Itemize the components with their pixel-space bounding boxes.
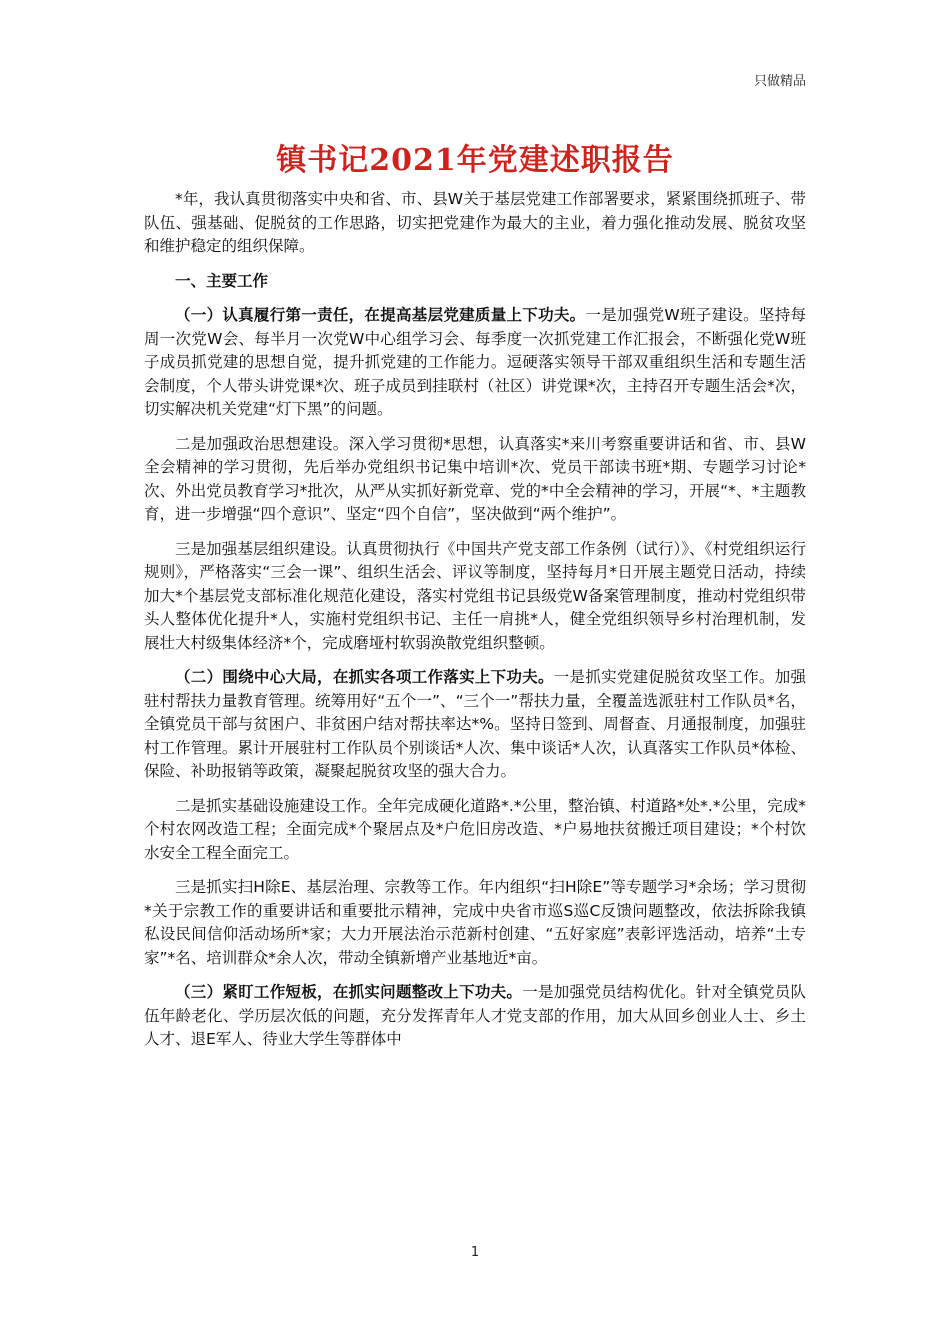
subsection-3-text-1: 一是加强党员结构优化。针对全镇党员队伍年龄老化、学历层次低的问题，充分发挥青年人才党支部的作用，加大从回乡创业人士、乡土人才、退E军人、待业大学生等群体中 (144, 983, 806, 1048)
subsection-1-text-1: 一是加强党W班子建设。坚持每周一次党W会、每半月一次党W中心组学习会、每季度一次抓党建工作汇报会，不断强化党W班子成员抓党建的思想自觉，提升抓党建的工作能力。逗硬落实领导干部双重组织生活和专题生活会制度，个人带头讲党课*次、班子成员到挂联村（社区）讲党课*次，主持召开专题生活会*次，切实解决机关党建“灯下黑”的问题。 (144, 306, 806, 418)
document-title: 镇书记2021年党建述职报告 (276, 143, 674, 178)
subsection-3-heading: （三）紧盯工作短板，在抓实问题整改上下功夫。 (175, 983, 523, 1001)
document-body (144, 188, 806, 1063)
subsection-2-text-1: 一是抓实党建促脱贫攻坚工作。加强驻村帮扶力量教育管理。统筹用好“五个一”、“三个一”帮扶力量，全覆盖选派驻村工作队员*名，全镇党员干部与贫困户、非贫困户结对帮扶率达*%。坚持日签到、周督查、月通报制度，加强驻村工作管理。累计开展驻村工作队员个别谈话*人次、集中谈话*人次，认真落实工作队员*体检、保险、补助报销等政策，凝聚起脱贫攻坚的强大合力。 (144, 668, 806, 780)
subsection-2-paragraph-2: 二是抓实基础设施建设工作。全年完成硬化道路*.*公里，整治镇、村道路*处*.*公里，完成*个村农网改造工程；全面完成*个聚居点及*户危旧房改造、*户易地扶贫搬迁项目建设；*个村饮水安全工程全面完工。 (144, 796, 806, 862)
subsection-1-paragraph-1 (144, 304, 806, 422)
page-number: 1 (470, 1245, 480, 1260)
subsection-1-paragraph-3: 三是加强基层组织建设。认真贯彻执行《中国共产党支部工作条例（试行）》、《村党组织运行规则》，严格落实“三会一课”、组织生活会、评议等制度，坚持每月*日开展主题党日活动，持续加大*个基层党支部标准化规范化建设，落实村党组书记县级党W备案管理制度，推动村党组织带头人整体优化提升*人，实施村党组织书记、主任一肩挑*人，健全党组织领导乡村治理机制，发展壮大村级集体经济*个，完成磨垭村软弱涣散党组织整顿。 (144, 539, 806, 652)
subsection-3-paragraph-1 (144, 981, 806, 1052)
section-heading-main-work: 一、主要工作 (175, 271, 269, 290)
subsection-2-heading: （二）围绕中心大局，在抓实各项工作落实上下功夫。 (175, 668, 554, 686)
intro-paragraph: *年，我认真贯彻落实中央和省、市、县W关于基层党建工作部署要求，紧紧围绕抓班子、带队伍、强基础、促脱贫的工作思路，切实把党建作为最大的主业，着力强化推动发展、脱贫攻坚和维护稳定的组织保障。 (144, 190, 806, 255)
subsection-2-paragraph-3: 三是抓实扫H除E、基层治理、宗教等工作。年内组织“扫H除E”等专题学习*余场；学习贯彻*关于宗教工作的重要讲话和重要批示精神，完成中央省市巡S巡C反馈问题整改，依法拆除我镇私设民间信仰活动场所*家；大力开展法治示范新村创建、“五好家庭”表彰评选活动，培养“土专家”*名、培训群众*余人次，带动全镇新增产业基地近*亩。 (144, 878, 806, 967)
header-note: 只做精品 (753, 74, 806, 89)
subsection-2-paragraph-1 (144, 666, 806, 784)
subsection-1-paragraph-2: 二是加强政治思想建设。深入学习贯彻*思想，认真落实*来川考察重要讲话和省、市、县W全会精神的学习贯彻，先后举办党组织书记集中培训*次、党员干部读书班*期、专题学习讨论*次、外出党员教育学习*批次，从严从实抓好新党章、党的*中全会精神的学习，开展“*、*主题教育，进一步增强“四个意识”、坚定“四个自信”，坚决做到“两个维护”。 (144, 434, 806, 523)
subsection-1-heading: （一）认真履行第一责任，在提高基层党建质量上下功夫。 (175, 306, 586, 324)
